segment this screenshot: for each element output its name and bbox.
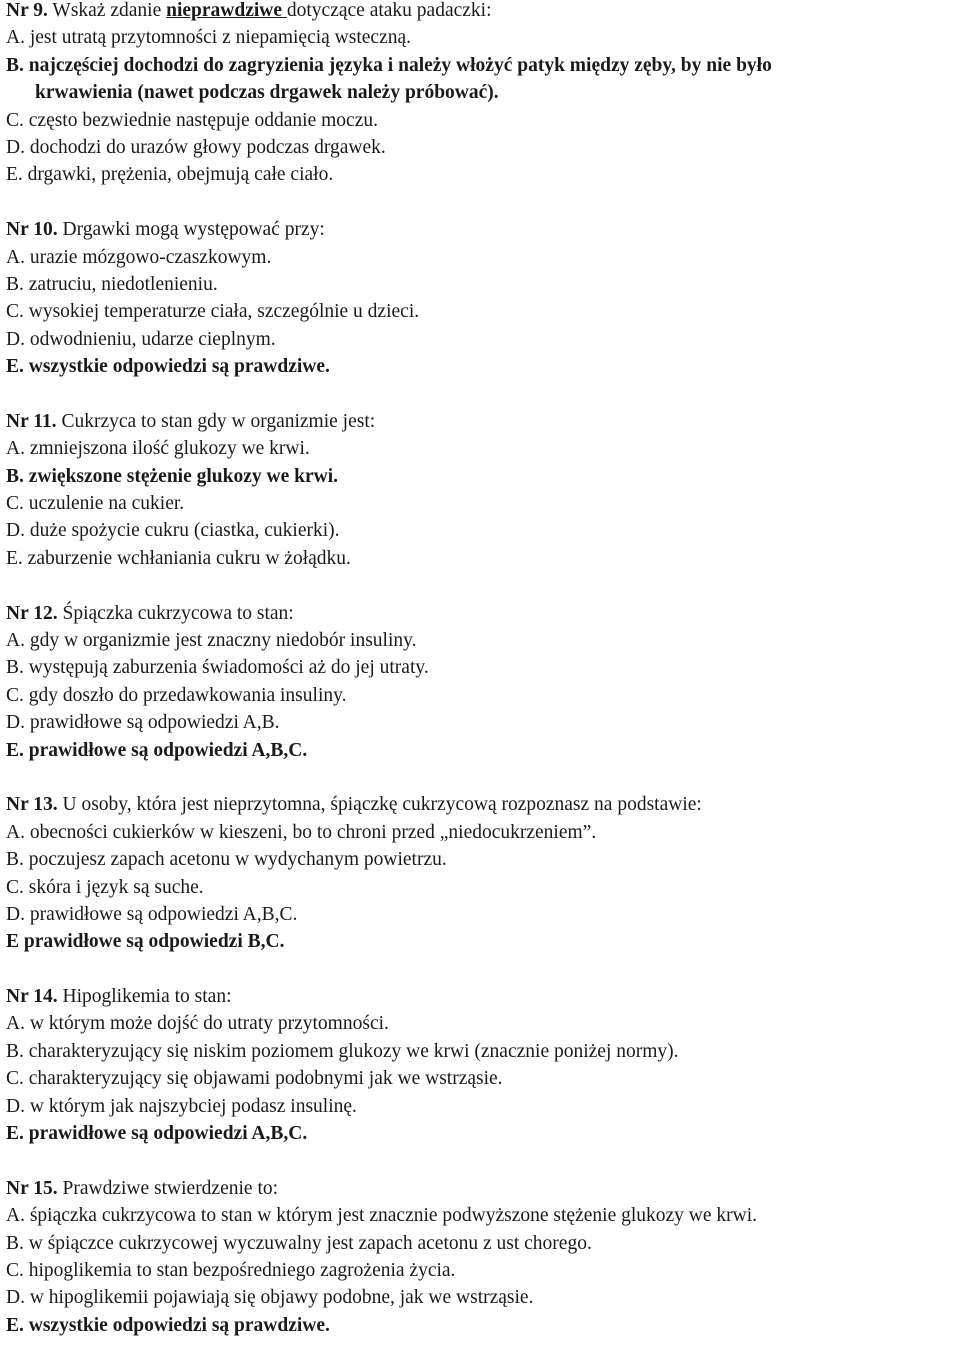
answer-option: B. charakteryzujący się niskim poziomem glukozy we krwi (znacznie poniżej normy). bbox=[6, 1040, 679, 1062]
answer-option: A. zmniejszona ilość glukozy we krwi. bbox=[6, 438, 310, 460]
question-stem bbox=[6, 216, 960, 243]
question-q10 bbox=[6, 216, 960, 380]
question-number: Nr 10. bbox=[6, 219, 58, 241]
answer-option: B. poczujesz zapach acetonu w wydychanym powietrzu. bbox=[6, 849, 447, 871]
answer-option: B. zatruciu, niedotlenieniu. bbox=[6, 273, 218, 295]
question-q11 bbox=[6, 408, 960, 572]
answer-option: A. gdy w organizmie jest znaczny niedobór insuliny. bbox=[6, 629, 417, 651]
stem-text: Prawdziwe stwierdzenie to: bbox=[57, 1177, 279, 1199]
question-stem bbox=[6, 0, 960, 24]
question-q9 bbox=[6, 0, 960, 189]
stem-text: Hipoglikemia to stan: bbox=[57, 986, 232, 1008]
answer-option-correct: E. wszystkie odpowiedzi są prawdziwe. bbox=[6, 1314, 330, 1336]
stem-text: Wskaż zdanie bbox=[47, 0, 167, 21]
answer-option-correct: E. prawidłowe są odpowiedzi A,B,C. bbox=[6, 739, 308, 761]
question-q12 bbox=[6, 600, 960, 764]
question-stem bbox=[6, 791, 960, 818]
answer-option: A. w którym może dojść do utraty przytomności. bbox=[6, 1013, 389, 1035]
answer-option-correct: E. wszystkie odpowiedzi są prawdziwe. bbox=[6, 356, 330, 378]
question-number: Nr 11. bbox=[6, 410, 57, 432]
stem-text: Cukrzyca to stan gdy w organizmie jest: bbox=[56, 410, 376, 432]
answer-option: A. jest utratą przytomności z niepamięcią wsteczną. bbox=[6, 27, 412, 49]
answer-option: D. dochodzi do urazów głowy podczas drgawek. bbox=[6, 136, 386, 158]
answer-option-correct: B. najczęściej dochodzi do zagryzienia języka i należy włożyć patyk między zęby, by nie było bbox=[6, 54, 772, 76]
stem-text: dotyczące ataku padaczki: bbox=[286, 0, 492, 21]
answer-option: A. urazie mózgowo-czaszkowym. bbox=[6, 246, 272, 268]
question-stem bbox=[6, 983, 960, 1010]
answer-option: D. w którym jak najszybciej podasz insulinę. bbox=[6, 1095, 357, 1117]
answer-option: B. w śpiączce cukrzycowej wyczuwalny jest zapach acetonu z ust chorego. bbox=[6, 1232, 592, 1254]
question-number: Nr 9. bbox=[6, 0, 48, 21]
answer-option: C. hipoglikemia to stan bezpośredniego zagrożenia życia. bbox=[6, 1259, 456, 1281]
answer-option-correct: krwawienia (nawet podczas drgawek należy próbować). bbox=[35, 82, 499, 104]
question-q14 bbox=[6, 983, 960, 1147]
emphasis-text: nieprawdziwe bbox=[166, 0, 287, 21]
answer-option: C. często bezwiednie następuje oddanie moczu. bbox=[6, 109, 378, 131]
answer-option: C. gdy doszło do przedawkowania insuliny. bbox=[6, 684, 347, 706]
answer-option: C. uczulenie na cukier. bbox=[6, 493, 185, 515]
answer-option: D. prawidłowe są odpowiedzi A,B. bbox=[6, 712, 280, 734]
answer-option: D. duże spożycie cukru (ciastka, cukierki). bbox=[6, 520, 340, 542]
question-number: Nr 14. bbox=[6, 986, 58, 1008]
answer-option: E. drgawki, prężenia, obejmują całe ciało. bbox=[6, 164, 334, 186]
answer-option: C. skóra i język są suche. bbox=[6, 876, 204, 898]
answer-option: E. zaburzenie wchłaniania cukru w żołądku. bbox=[6, 547, 351, 569]
answer-option: C. charakteryzujący się objawami podobnymi jak we wstrząsie. bbox=[6, 1068, 503, 1090]
answer-option-correct: E prawidłowe są odpowiedzi B,C. bbox=[6, 931, 285, 953]
answer-option: D. odwodnieniu, udarze cieplnym. bbox=[6, 328, 276, 350]
question-number: Nr 15. bbox=[6, 1177, 58, 1199]
answer-option-correct: B. zwiększone stężenie glukozy we krwi. bbox=[6, 465, 338, 487]
question-stem bbox=[6, 600, 960, 627]
question-number: Nr 12. bbox=[6, 602, 58, 624]
answer-option: C. wysokiej temperaturze ciała, szczególnie u dzieci. bbox=[6, 301, 420, 323]
stem-text: Śpiączka cukrzycowa to stan: bbox=[57, 602, 294, 624]
question-stem bbox=[6, 1175, 960, 1202]
question-number: Nr 13. bbox=[6, 794, 58, 816]
answer-option: A. obecności cukierków w kieszeni, bo to chroni przed „niedocukrzeniem”. bbox=[6, 821, 597, 843]
stem-text: Drgawki mogą występować przy: bbox=[57, 219, 325, 241]
question-stem bbox=[6, 408, 960, 435]
answer-option: D. prawidłowe są odpowiedzi A,B,C. bbox=[6, 903, 298, 925]
question-q13 bbox=[6, 791, 960, 955]
question-q15 bbox=[6, 1175, 960, 1339]
answer-option: B. występują zaburzenia świadomości aż do jej utraty. bbox=[6, 657, 429, 679]
answer-option: A. śpiączka cukrzycowa to stan w którym jest znacznie podwyższone stężenie glukozy we krwi. bbox=[6, 1205, 758, 1227]
answer-option-correct: E. prawidłowe są odpowiedzi A,B,C. bbox=[6, 1123, 308, 1145]
stem-text: U osoby, która jest nieprzytomna, śpiączkę cukrzycową rozpoznasz na podstawie: bbox=[57, 794, 702, 816]
answer-option: D. w hipoglikemii pojawiają się objawy podobne, jak we wstrząsie. bbox=[6, 1287, 534, 1309]
